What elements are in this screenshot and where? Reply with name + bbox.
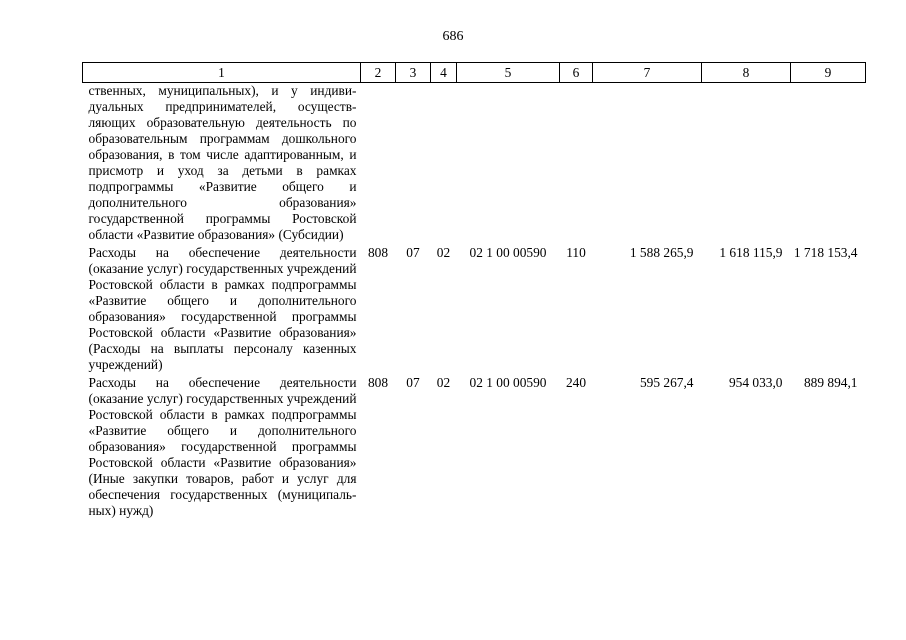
section-code: [396, 83, 431, 244]
column-number-header-row: [83, 63, 866, 83]
column-header: 3: [396, 63, 431, 83]
section-code: 07: [406, 245, 420, 260]
amount-year-2: 954 033,0: [728, 375, 783, 390]
row-description: Расходы на обеспечение деятельности (оказание услуг) государственных учреждений Ростовской области в рамках подпрограммы «Развитие общего и дополнительного образования» государственной программы Ростовской области «Развитие образования» (Расходы на выплаты персоналу казенных учреждений): [88, 245, 357, 372]
subsection-code: 02: [436, 375, 451, 390]
ministry-code: 808: [367, 245, 389, 260]
amount-year-1: 1 588 265,9: [629, 245, 694, 260]
expense-type-code: 240: [565, 375, 587, 390]
ministry-code: 808: [367, 375, 389, 390]
table-row: [83, 243, 866, 373]
amount-year-3: 1 718 153,4: [793, 245, 858, 260]
page-number: 686: [442, 29, 464, 44]
subsection-code: 02: [436, 245, 451, 260]
column-header: 1: [83, 63, 361, 83]
table-row: [83, 83, 866, 244]
amount-year-3: [791, 83, 866, 244]
section-code: 07: [406, 375, 420, 390]
column-header: 7: [593, 63, 702, 83]
column-header: 8: [702, 63, 791, 83]
column-header: 4: [431, 63, 457, 83]
column-header: 9: [791, 63, 866, 83]
budget-table: [82, 62, 866, 519]
target-article-code: 02 1 00 00590: [469, 375, 547, 390]
row-description: Расходы на обеспечение деятельности (оказание услуг) государственных учреждений Ростовской области в рамках подпрограммы «Развитие общего и дополнительного образования» государственной программы Ростовской области «Развитие образования» (Иные закупки товаров, работ и услуг для обеспечения государственных (муниципальных) нужд): [88, 375, 357, 518]
amount-year-3: 889 894,1: [803, 375, 858, 390]
expense-type-code: 110: [566, 245, 586, 260]
column-header: 6: [560, 63, 593, 83]
amount-year-2: 1 618 115,9: [719, 245, 783, 260]
subsection-code: [431, 83, 457, 244]
ministry-code: [361, 83, 396, 244]
amount-year-2: [702, 83, 791, 244]
target-article-code: [457, 83, 560, 244]
amount-year-1: 595 267,4: [639, 375, 694, 390]
column-header: 2: [361, 63, 396, 83]
amount-year-1: [593, 83, 702, 244]
table-row: [83, 373, 866, 519]
expense-type-code: [560, 83, 593, 244]
target-article-code: 02 1 00 00590: [469, 245, 547, 260]
column-header: 5: [457, 63, 560, 83]
row-description: ственных, муниципальных), и у индивидуальных предпринимателей, осуществляющих образовательную деятельность по образовательным программам дошкольного образования, в том числе адаптированным, и присмотр и уход за детьми в рамках подпрограммы «Развитие общего и дополнительного образования» государственной программы Ростовской области «Развитие образования» (Субсидии): [88, 83, 357, 242]
